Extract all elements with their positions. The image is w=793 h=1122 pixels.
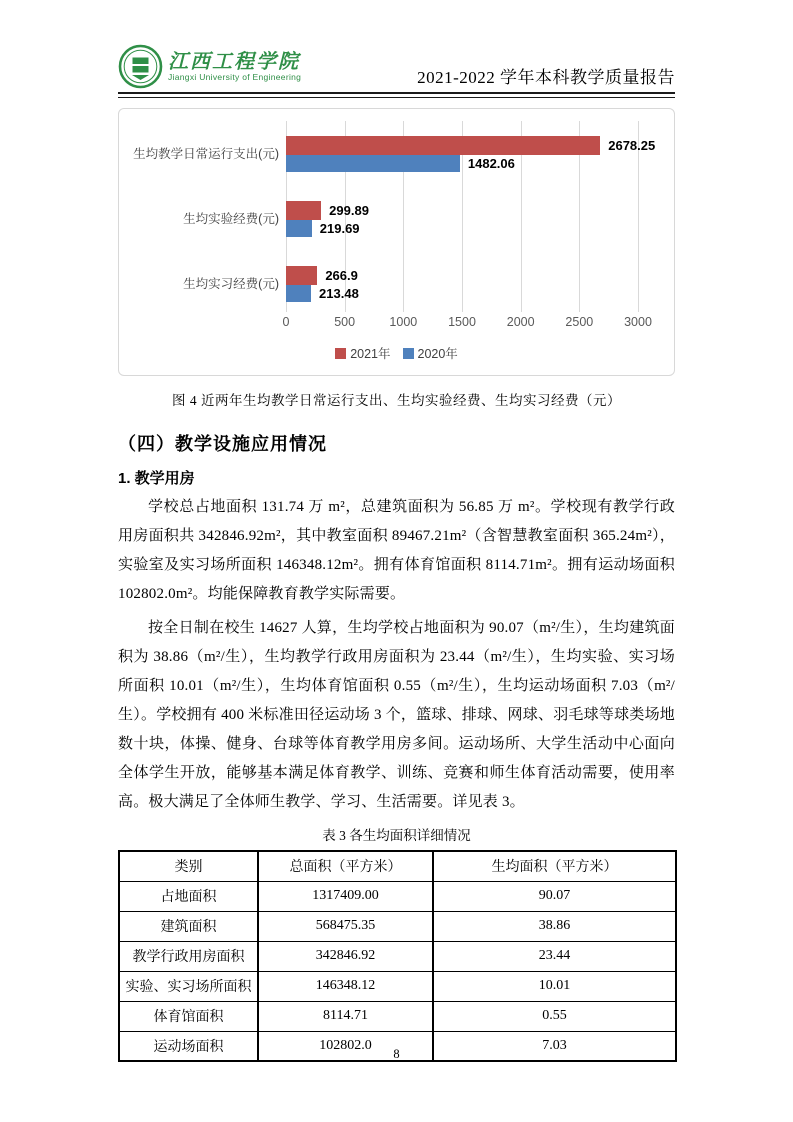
- table-cell: 10.01: [433, 971, 676, 1001]
- legend-label: 2020年: [417, 347, 458, 361]
- bar-value-label: 266.9: [325, 267, 358, 283]
- category-label: 生均教学日常运行支出(元): [133, 147, 279, 161]
- subsection-heading: 1. 教学用房: [118, 470, 195, 487]
- table-cell: 146348.12: [258, 971, 433, 1001]
- table-row: [119, 911, 676, 941]
- category-label: 生均实验经费(元): [183, 212, 279, 226]
- bar-chart: [118, 108, 675, 376]
- university-logo: [118, 44, 301, 89]
- chart-legend: [119, 344, 674, 362]
- header-double-rule: [118, 92, 675, 98]
- table-cell: 342846.92: [258, 941, 433, 971]
- bar-segment: [286, 201, 321, 220]
- x-axis-tick-label: 1500: [448, 315, 476, 329]
- category-label: 生均实习经费(元): [183, 277, 279, 291]
- table-cell: 0.55: [433, 1001, 676, 1031]
- table-cell: 90.07: [433, 881, 676, 911]
- legend-item: [403, 344, 458, 362]
- table-cell: 体育馆面积: [119, 1001, 258, 1031]
- x-axis-tick-label: 500: [334, 315, 356, 329]
- table-caption: 表 3 各生均面积详细情况: [322, 828, 471, 843]
- report-title: 2021-2022 学年本科教学质量报告: [417, 68, 675, 87]
- table-cell: 7.03: [433, 1031, 676, 1061]
- university-name-cn: 江西工程学院: [168, 49, 300, 74]
- bar-value-label: 2678.25: [608, 137, 656, 153]
- bar-value-label: 213.48: [319, 285, 359, 301]
- table-cell: 教学行政用房面积: [119, 941, 258, 971]
- table-row: [119, 941, 676, 971]
- area-detail-table: [118, 850, 677, 1062]
- bar-segment: [286, 266, 317, 285]
- x-axis-tick-label: 3000: [624, 315, 652, 329]
- table-cell: 102802.0: [258, 1031, 433, 1061]
- table-cell: 8114.71: [258, 1001, 433, 1031]
- x-axis-tick-label: 2500: [565, 315, 594, 329]
- university-name-en: Jiangxi University of Engineering: [168, 72, 302, 83]
- legend-item: [335, 344, 390, 362]
- table-cell: 38.86: [433, 911, 676, 941]
- table-cell: 建筑面积: [119, 911, 258, 941]
- bar-value-label: 219.69: [319, 220, 360, 236]
- table-row: [119, 881, 676, 911]
- legend-label: 2021年: [350, 347, 391, 361]
- table-cell: 568475.35: [258, 911, 433, 941]
- x-axis-tick-label: 1000: [389, 315, 418, 329]
- page-number: 8: [393, 1047, 400, 1061]
- table-header-cell: 生均面积（平方米）: [433, 851, 676, 881]
- paragraph-per-student-area: 按全日制在校生 14627 人算，生均学校占地面积为 90.07（m²/生），生均建筑面积为 38.86（m²/生），生均教学行政用房面积为 23.44（m²/生），生均实验、实习场所面积 10.01（m²/生），生均体育馆面积 0.55（m²/生），生均运动场面积 7.03（m²/生）。学校拥有 400 米标准田径运动场 3 个，篮球、排球、网球、羽毛球等球类场地数十块，体操、健身、台球等体育教学用房多间。运动场所、大学生活动中心面向全体学生开放，能够基本满足体育教学、训练、竞赛和师生体育活动需要，使用率高。极大满足了全体师生教学、学习、生活需要。详见表 3。: [118, 620, 675, 810]
- university-logo-text: [168, 50, 301, 82]
- table-row: [119, 971, 676, 1001]
- x-axis-tick-label: 0: [282, 315, 290, 329]
- legend-swatch-icon: [403, 348, 414, 359]
- legend-swatch-icon: [335, 348, 346, 359]
- table-header-row: [119, 851, 676, 881]
- section-heading: （四）教学设施应用情况: [118, 434, 327, 454]
- table-row: [119, 1001, 676, 1031]
- table-cell: 占地面积: [119, 881, 258, 911]
- university-seal-icon: [118, 44, 163, 89]
- table-header-cell: 总面积（平方米）: [258, 851, 433, 881]
- x-axis-tick-label: 2000: [506, 315, 535, 329]
- bar-value-label: 1482.06: [467, 155, 515, 171]
- table-cell: 23.44: [433, 941, 676, 971]
- page-header: [118, 44, 675, 89]
- bar-segment: [286, 136, 600, 155]
- figure-caption: 图 4 近两年生均教学日常运行支出、生均实验经费、生均实习经费（元）: [172, 393, 621, 408]
- table-cell: 实验、实习场所面积: [119, 971, 258, 1001]
- table-header-cell: 类别: [119, 851, 258, 881]
- paragraph-building-area: 学校总占地面积 131.74 万 m²，总建筑面积为 56.85 万 m²。学校现有教学行政用房面积共 342846.92m²，其中教室面积 89467.21m²（含智慧教室面积 365.24m²），实验室及实习场所面积 146348.12m²。拥有体育馆面积 8114.71m²。拥有运动场面积 102802.0m²。均能保障教育教学实际需要。: [118, 499, 675, 602]
- bar-segment: [286, 155, 460, 172]
- bar-value-label: 299.89: [329, 202, 369, 218]
- table-cell: 运动场面积: [119, 1031, 258, 1061]
- bar-segment: [286, 285, 311, 302]
- bar-segment: [286, 220, 312, 237]
- table-cell: 1317409.00: [258, 881, 433, 911]
